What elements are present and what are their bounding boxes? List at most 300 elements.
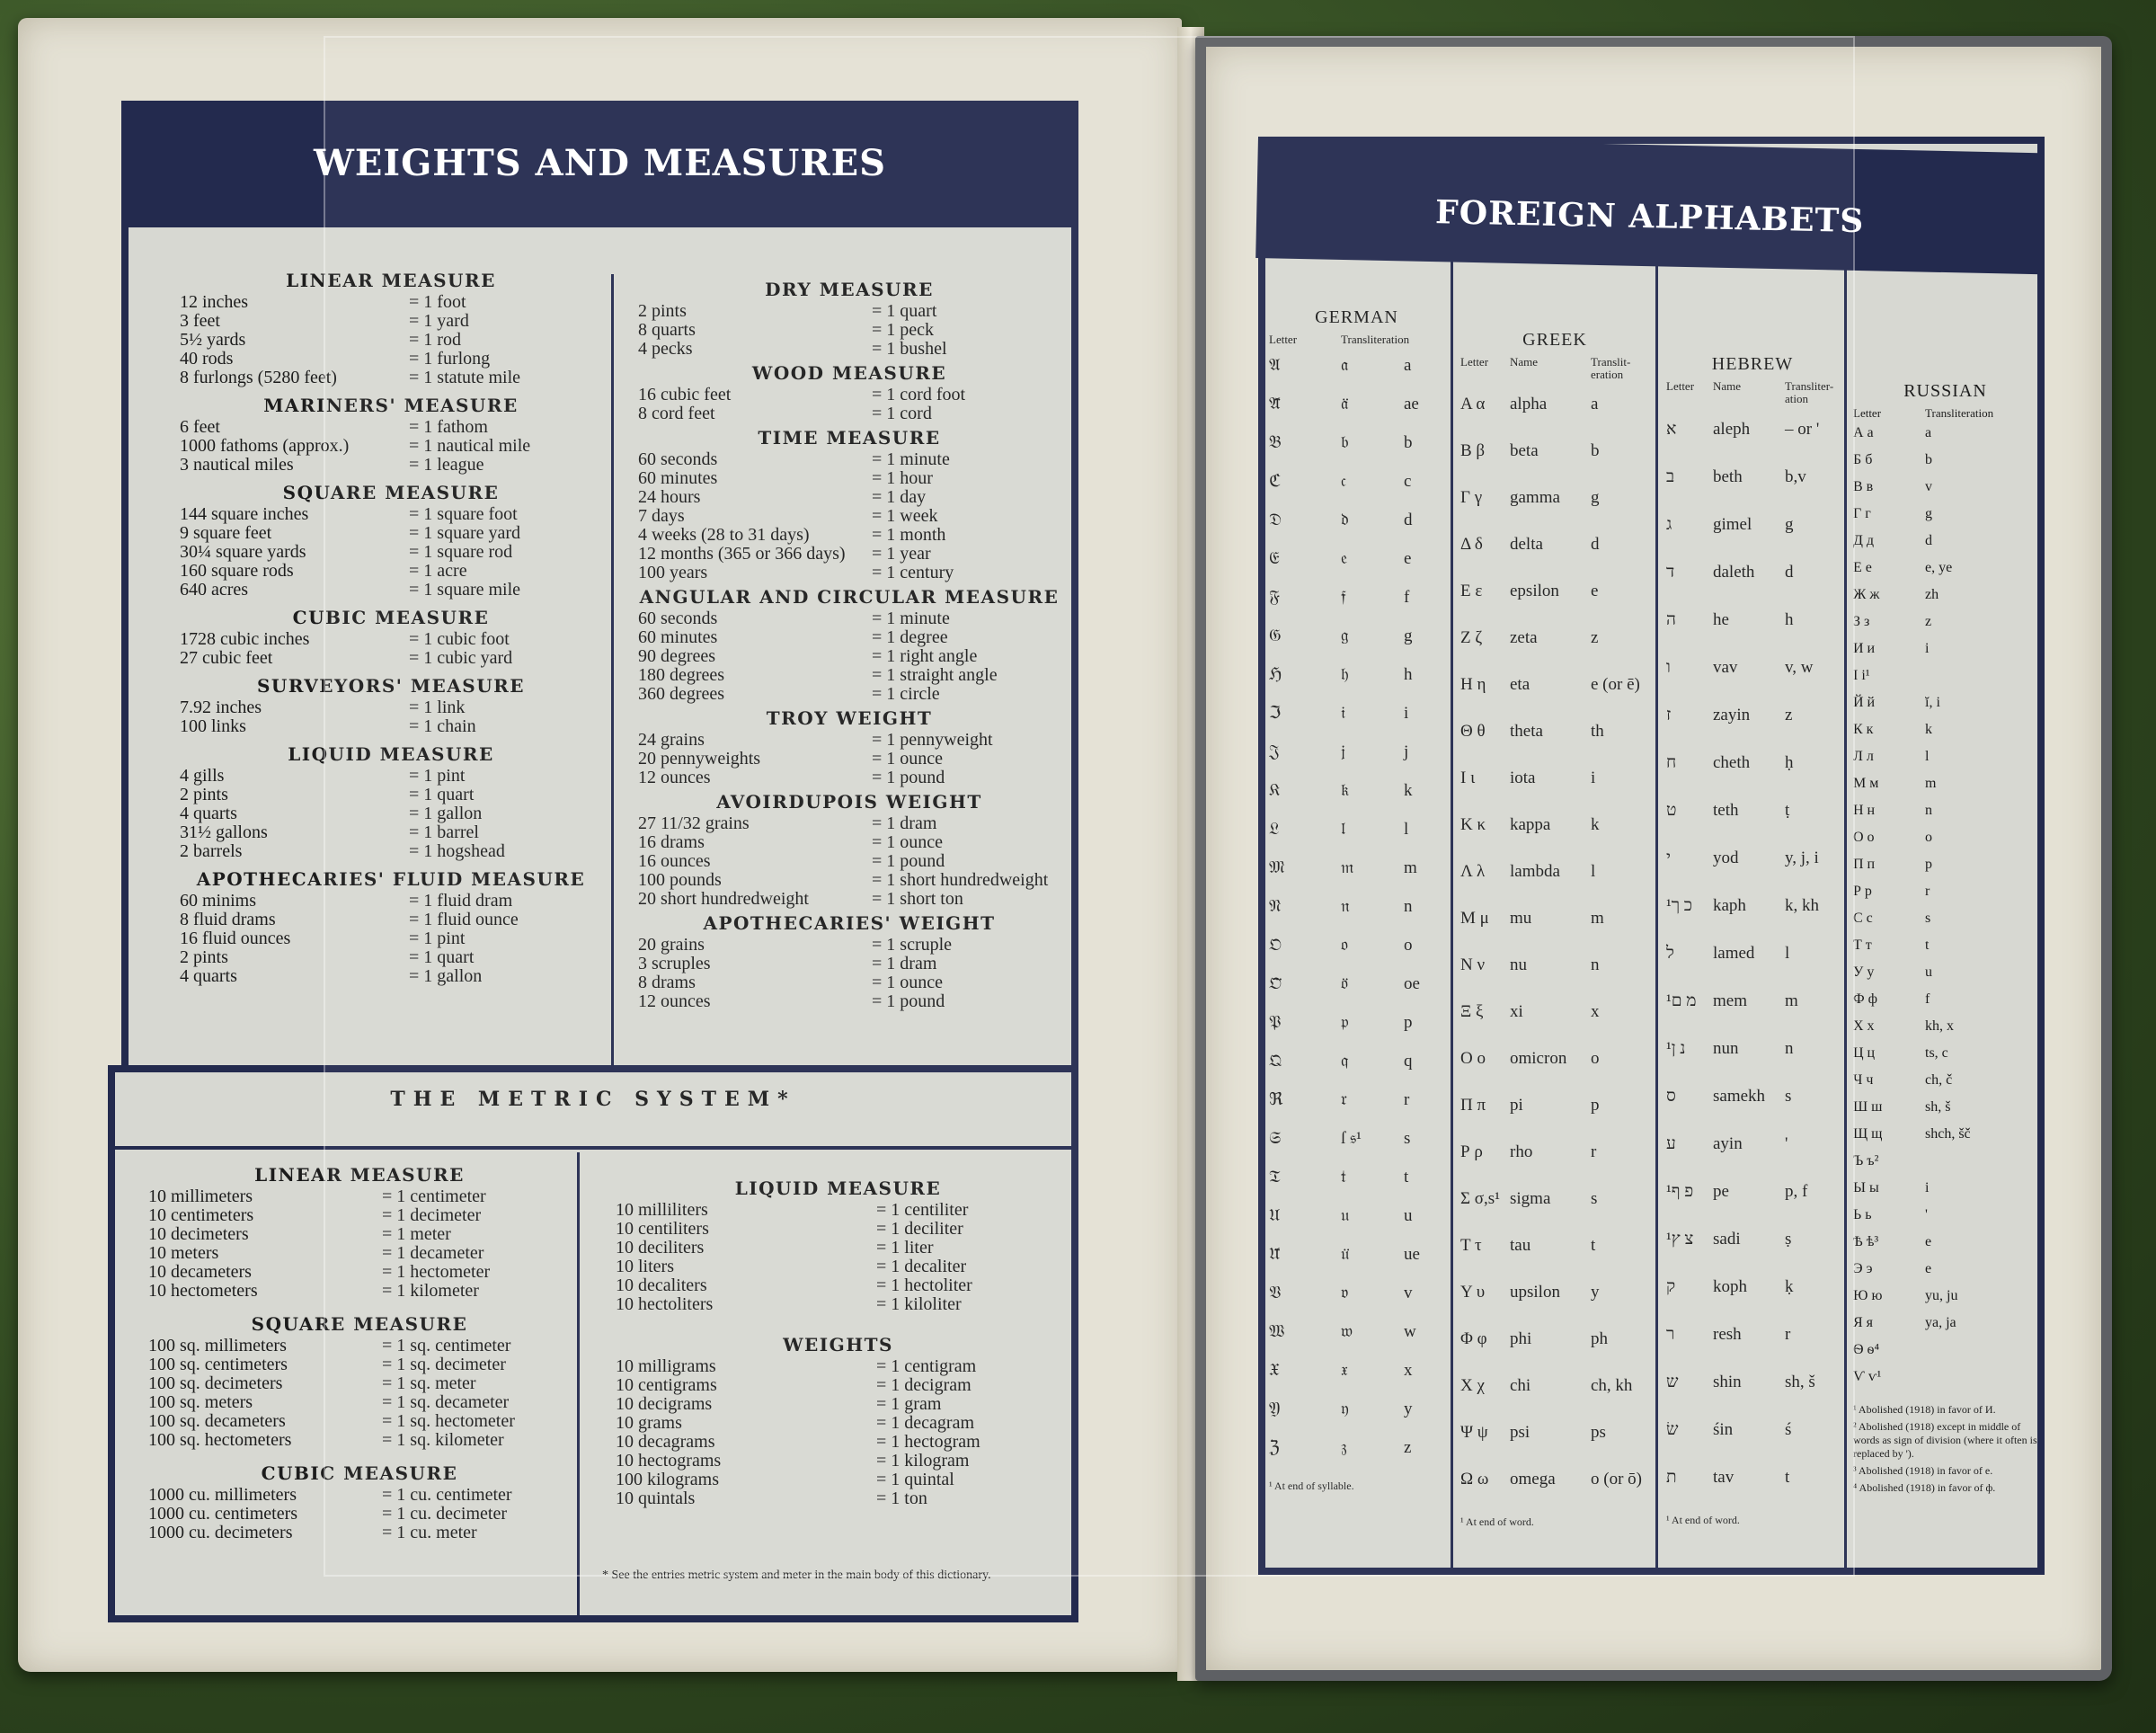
measure-equivalent: = 1 hectoliter	[876, 1275, 972, 1295]
transliteration: m	[1404, 858, 1417, 877]
hebrew-letter-row	[1666, 977, 1839, 1025]
measure-quantity: 16 fluid ounces	[180, 929, 291, 948]
name: m	[1925, 776, 1937, 791]
name: v	[1925, 479, 1932, 494]
measure-equivalent: = 1 decimeter	[382, 1205, 482, 1225]
section-heading: WOOD MEASURE	[751, 362, 947, 384]
letter: ℑ	[1269, 704, 1282, 723]
transliteration: b,v	[1785, 467, 1806, 486]
greek-letter-row	[1460, 1222, 1649, 1269]
measure-equivalent: = 1 month	[872, 525, 946, 545]
measure-equivalent: = 1 hogshead	[409, 841, 505, 861]
weights-left-column	[180, 270, 602, 993]
measure-row	[638, 386, 1060, 404]
measure-row	[180, 929, 602, 948]
transliteration: a	[1404, 355, 1412, 375]
measure-equivalent: = 1 sq. kilometer	[382, 1430, 504, 1450]
transliteration: ps	[1591, 1423, 1606, 1442]
letter: Ρ ρ	[1460, 1142, 1483, 1161]
name: chi	[1510, 1376, 1531, 1395]
measure-row	[180, 543, 602, 562]
measure-quantity: 6 feet	[180, 417, 220, 437]
weights-right-column	[638, 279, 1060, 1015]
name: 𝔪	[1341, 858, 1354, 877]
measure-quantity: 10 deciliters	[616, 1238, 705, 1258]
letter: ח	[1666, 752, 1677, 772]
hebrew-letter-row	[1666, 1453, 1839, 1501]
name: rho	[1510, 1142, 1533, 1161]
name: 𝔲	[1341, 1205, 1350, 1225]
measure-row	[638, 628, 1060, 647]
hebrew-letter-row	[1666, 1263, 1839, 1311]
russian-letter-row	[1853, 770, 2037, 797]
measure-equivalent: = 1 sq. meter	[382, 1373, 476, 1393]
measure-quantity: 100 sq. decimeters	[148, 1373, 283, 1393]
measure-row	[148, 1524, 571, 1542]
name: beth	[1713, 467, 1743, 486]
measure-equivalent: = 1 pound	[872, 768, 945, 787]
russian-letter-row	[1853, 501, 2037, 528]
name: zeta	[1510, 628, 1538, 647]
measure-equivalent: = 1 short hundredweight	[872, 870, 1049, 890]
letter: 𝔜	[1269, 1399, 1281, 1418]
letter: ב	[1666, 467, 1675, 486]
section-heading: TROY WEIGHT	[766, 707, 933, 729]
measure-quantity: 100 links	[180, 716, 246, 736]
measure-row	[148, 1355, 571, 1374]
name: 𝔠	[1341, 471, 1346, 491]
measure-quantity: 100 years	[638, 563, 708, 582]
measure-row	[638, 973, 1060, 992]
measure-section	[638, 279, 1060, 359]
russian-letter-row	[1853, 420, 2037, 447]
measure-row	[180, 786, 602, 804]
transliteration: h	[1404, 664, 1413, 684]
measure-equivalent: = 1 decigram	[876, 1375, 972, 1395]
name: 𝔣	[1341, 587, 1346, 607]
greek-letter-row	[1460, 475, 1649, 521]
measure-quantity: 12 ounces	[638, 991, 711, 1011]
letter: Υ υ	[1460, 1283, 1486, 1302]
measure-row	[148, 1505, 571, 1524]
letter: 𝔔	[1269, 1051, 1282, 1071]
letter: נ ן¹	[1666, 1038, 1686, 1058]
transliteration: d	[1785, 562, 1794, 582]
measure-equivalent: = 1 kilogram	[876, 1451, 970, 1471]
section-heading: AVOIRDUPOIS WEIGHT	[716, 791, 982, 813]
name: shch, šč	[1925, 1126, 1971, 1142]
column-header: Transliteration	[1925, 406, 1994, 420]
russian-letter-row	[1853, 555, 2037, 582]
measure-row	[638, 852, 1060, 871]
measure-quantity: 100 kilograms	[616, 1470, 719, 1489]
hebrew-letter-row	[1666, 1168, 1839, 1215]
measure-equivalent: = 1 straight angle	[872, 665, 998, 685]
name: yod	[1713, 848, 1739, 867]
measure-row	[638, 769, 1060, 787]
letter: Б б	[1853, 452, 1873, 467]
measure-equivalent: = 1 sq. decameter	[382, 1392, 510, 1412]
name: i	[1925, 641, 1930, 656]
letter: 𝔊	[1269, 626, 1282, 645]
letter: Ѵ ѵ¹	[1853, 1369, 1882, 1384]
measure-equivalent: = 1 kiloliter	[876, 1294, 962, 1314]
measure-row	[638, 340, 1060, 359]
transliteration: x	[1404, 1360, 1413, 1380]
measure-equivalent: = 1 quart	[409, 947, 475, 967]
transliteration: t	[1404, 1167, 1409, 1186]
name: aleph	[1713, 419, 1751, 439]
footnote: ¹ At end of word.	[1460, 1515, 1534, 1528]
transliteration: t	[1785, 1467, 1790, 1487]
russian-letter-row	[1853, 851, 2037, 878]
letter: Δ δ	[1460, 535, 1483, 554]
left-page	[18, 18, 1182, 1672]
measure-row	[638, 469, 1060, 488]
measure-row	[180, 804, 602, 823]
letter: ℨ	[1269, 1438, 1280, 1457]
measure-quantity: 4 weeks (28 to 31 days)	[638, 525, 810, 545]
russian-letter-row	[1853, 878, 2037, 905]
german-letter-row	[1269, 694, 1444, 733]
russian-letter-row	[1853, 959, 2037, 986]
letter: А а	[1853, 425, 1874, 440]
measure-section	[148, 1462, 571, 1542]
letter: С с	[1853, 911, 1873, 926]
letter: Т т	[1853, 938, 1872, 953]
measure-quantity: 1000 cu. centimeters	[148, 1504, 298, 1524]
hebrew-letter-row	[1666, 453, 1839, 501]
greek-letter-row	[1460, 755, 1649, 802]
greek-letter-row	[1460, 1456, 1649, 1503]
greek-letter-row	[1460, 1316, 1649, 1363]
name: mu	[1510, 909, 1532, 928]
measure-quantity: 2 pints	[180, 785, 228, 804]
measure-row	[616, 1258, 1060, 1276]
greek-letter-row	[1460, 521, 1649, 568]
measure-row	[180, 581, 602, 600]
measure-equivalent: = 1 barrel	[409, 822, 479, 842]
measure-quantity: 4 quarts	[180, 966, 237, 986]
metric-divider	[577, 1152, 580, 1615]
measure-quantity: 4 gills	[180, 766, 225, 786]
german-letter-row	[1269, 849, 1444, 887]
letter: Ξ ξ	[1460, 1002, 1484, 1021]
name: upsilon	[1510, 1283, 1560, 1302]
measure-quantity: 10 liters	[616, 1257, 674, 1276]
measure-row	[638, 731, 1060, 750]
hebrew-letter-row	[1666, 882, 1839, 929]
german-letter-row	[1269, 539, 1444, 578]
letter: Ι ι	[1460, 769, 1476, 787]
russian-column	[1853, 381, 2037, 1498]
transliteration: i	[1404, 703, 1409, 723]
letter: 𝔄̈	[1269, 394, 1281, 413]
measure-equivalent: = 1 dram	[872, 813, 937, 833]
hebrew-letter-row	[1666, 787, 1839, 834]
measure-quantity: 100 sq. centimeters	[148, 1355, 288, 1374]
letter: 𝔘̈	[1269, 1244, 1281, 1264]
metric-title: THE METRIC SYSTEM*	[390, 1088, 796, 1111]
name: shin	[1713, 1372, 1742, 1391]
german-letter-row	[1269, 1080, 1444, 1119]
measure-equivalent: = 1 century	[872, 563, 954, 582]
measure-equivalent: = 1 ton	[876, 1489, 927, 1508]
measure-row	[638, 526, 1060, 545]
name: yu, ju	[1925, 1288, 1958, 1303]
letter: ד	[1666, 562, 1675, 582]
measure-equivalent: = 1 foot	[409, 292, 466, 312]
transliteration: th	[1591, 722, 1604, 741]
german-column-headers	[1269, 333, 1444, 346]
letter: 𝔑	[1269, 896, 1282, 916]
column-header: Letter	[1269, 333, 1298, 346]
letter: ר	[1666, 1324, 1675, 1344]
section-heading: TIME MEASURE	[758, 427, 941, 449]
name: g	[1925, 506, 1932, 521]
name: zh	[1925, 587, 1939, 602]
name: epsilon	[1510, 582, 1559, 600]
name: samekh	[1713, 1086, 1766, 1106]
measure-equivalent: = 1 decaliter	[876, 1257, 967, 1276]
greek-footnotes	[1460, 1515, 1649, 1529]
measure-quantity: 60 seconds	[638, 609, 718, 628]
greek-letter-row	[1460, 1363, 1649, 1409]
measure-row	[180, 911, 602, 929]
german-letter-row	[1269, 1158, 1444, 1196]
measure-quantity: 60 minims	[180, 891, 257, 911]
name: gamma	[1510, 488, 1560, 507]
measure-equivalent: = 1 gallon	[409, 966, 483, 986]
transliteration: m	[1785, 991, 1798, 1010]
name: pi	[1510, 1096, 1523, 1115]
letter: Ш ш	[1853, 1099, 1883, 1115]
greek-letter-row	[1460, 662, 1649, 708]
transliteration: s	[1591, 1189, 1598, 1208]
measure-quantity: 9 square feet	[180, 523, 272, 543]
russian-letter-row	[1853, 743, 2037, 770]
weights-banner	[121, 101, 1078, 231]
greek-column-headers	[1460, 356, 1649, 381]
measure-section	[180, 482, 602, 600]
greek-letter-row	[1460, 615, 1649, 662]
measure-quantity: 16 ounces	[638, 851, 711, 871]
greek-letter-row	[1460, 428, 1649, 475]
letter: Щ щ	[1853, 1126, 1883, 1142]
german-letter-row	[1269, 926, 1444, 964]
name: lambda	[1510, 862, 1560, 881]
transliteration: o	[1591, 1049, 1600, 1068]
transliteration: ue	[1404, 1244, 1420, 1264]
greek-letter-row	[1460, 1176, 1649, 1222]
measure-section	[180, 395, 602, 475]
measure-row	[616, 1295, 1060, 1314]
transliteration: p, f	[1785, 1181, 1808, 1201]
name: b	[1925, 452, 1932, 467]
metric-header-rule	[115, 1146, 1071, 1150]
letter: כ ך¹	[1666, 895, 1693, 915]
letter: Γ γ	[1460, 488, 1483, 507]
russian-letter-row	[1853, 609, 2037, 635]
measure-equivalent: = 1 rod	[409, 330, 461, 350]
transliteration: r	[1591, 1142, 1597, 1161]
russian-letter-row	[1853, 1013, 2037, 1040]
measure-equivalent: = 1 hectometer	[382, 1262, 491, 1282]
hebrew-letter-row	[1666, 1215, 1839, 1263]
measure-equivalent: = 1 quintal	[876, 1470, 954, 1489]
measure-equivalent: = 1 cu. meter	[382, 1523, 477, 1542]
letter: Ν ν	[1460, 955, 1486, 974]
letter: 𝔏	[1269, 819, 1280, 839]
name: lamed	[1713, 943, 1755, 963]
transliteration: b	[1404, 432, 1413, 452]
russian-letter-row	[1853, 1283, 2037, 1310]
measure-row	[148, 1393, 571, 1412]
measure-quantity: 1000 cu. decimeters	[148, 1523, 293, 1542]
name: omicron	[1510, 1049, 1567, 1068]
measure-quantity: 100 pounds	[638, 870, 722, 890]
measure-section	[638, 791, 1060, 909]
letter: Д д	[1853, 533, 1875, 548]
measure-quantity: 160 square rods	[180, 561, 294, 581]
measure-row	[638, 814, 1060, 833]
measure-equivalent: = 1 ounce	[872, 973, 944, 992]
hebrew-letter-row	[1666, 1311, 1839, 1358]
letter: Ψ ψ	[1460, 1423, 1488, 1442]
section-heading: LINEAR MEASURE	[254, 1164, 465, 1186]
transliteration: sh, š	[1785, 1372, 1815, 1391]
name: vav	[1713, 657, 1738, 677]
letter: Σ σ,s¹	[1460, 1189, 1500, 1208]
russian-letter-row	[1853, 1310, 2037, 1337]
measure-row	[638, 564, 1060, 582]
letter: Ь ь	[1853, 1207, 1872, 1222]
russian-letter-row	[1853, 1364, 2037, 1391]
measure-equivalent: = 1 kilometer	[382, 1281, 479, 1301]
name: delta	[1510, 535, 1543, 554]
section-heading: CUBIC MEASURE	[261, 1462, 458, 1484]
transliteration: b	[1591, 441, 1600, 460]
measure-equivalent: = 1 sq. centimeter	[382, 1336, 511, 1355]
german-column	[1269, 307, 1444, 1493]
measure-equivalent: = 1 yard	[409, 311, 469, 331]
measure-section	[148, 1313, 571, 1450]
letter: 𝔙	[1269, 1283, 1282, 1302]
measure-row	[148, 1225, 571, 1244]
measure-equivalent: = 1 fathom	[409, 417, 488, 437]
greek-letter-row	[1460, 1082, 1649, 1129]
measure-row	[616, 1433, 1060, 1452]
transliteration: a	[1591, 395, 1599, 413]
russian-column-headers	[1853, 407, 2037, 420]
greek-heading: GREEK	[1522, 330, 1587, 350]
measure-row	[180, 456, 602, 475]
measure-equivalent: = 1 right angle	[872, 646, 978, 666]
letter: Н н	[1853, 803, 1876, 818]
column-header: Translit-eration	[1591, 355, 1631, 381]
measure-equivalent: = 1 week	[872, 506, 938, 526]
measure-row	[638, 321, 1060, 340]
metric-footnote: * See the entries metric system and meter in the main body of this dictionary.	[602, 1569, 991, 1582]
measure-row	[616, 1220, 1060, 1239]
measure-row	[638, 507, 1060, 526]
measure-row	[638, 545, 1060, 564]
transliteration: l	[1404, 819, 1409, 839]
measure-quantity: 3 feet	[180, 311, 220, 331]
name: ĭ, i	[1925, 695, 1940, 710]
letter: Л л	[1853, 749, 1874, 764]
name: beta	[1510, 441, 1539, 460]
measure-equivalent: = 1 nautical mile	[409, 436, 531, 456]
measure-equivalent: = 1 decagram	[876, 1413, 975, 1433]
russian-letter-row	[1853, 1202, 2037, 1229]
hebrew-footnotes	[1666, 1514, 1839, 1527]
letter: 𝔘	[1269, 1205, 1281, 1225]
measure-row	[638, 871, 1060, 890]
letter: 𝔖	[1269, 1128, 1282, 1148]
transliteration: u	[1404, 1205, 1413, 1225]
russian-letter-row	[1853, 689, 2037, 716]
russian-letter-row	[1853, 1121, 2037, 1148]
measure-quantity: 10 decameters	[148, 1262, 252, 1282]
name: 𝔵	[1341, 1360, 1348, 1380]
name: ts, c	[1925, 1045, 1948, 1061]
measure-quantity: 10 centiliters	[616, 1219, 709, 1239]
right-page	[1195, 36, 2112, 1681]
letter: פ ף¹	[1666, 1181, 1694, 1201]
measure-equivalent: = 1 circle	[872, 684, 940, 704]
measure-section	[180, 607, 602, 668]
name: 𝔨	[1341, 780, 1349, 800]
transliteration: oe	[1404, 973, 1420, 993]
measure-row	[180, 892, 602, 911]
measure-equivalent: = 1 dram	[872, 954, 937, 973]
letter: Ѣ ѣ³	[1853, 1234, 1879, 1249]
measure-section	[180, 675, 602, 736]
measure-section	[180, 868, 602, 986]
german-letter-row	[1269, 887, 1444, 926]
measure-quantity: 100 sq. millimeters	[148, 1336, 287, 1355]
measure-row	[148, 1263, 571, 1282]
letter: Э э	[1853, 1261, 1873, 1276]
german-letter-row	[1269, 1003, 1444, 1042]
measure-section	[148, 1164, 571, 1301]
name: 𝔞	[1341, 355, 1349, 375]
name: z	[1925, 614, 1932, 629]
measure-equivalent: = 1 peck	[872, 320, 935, 340]
section-heading: SQUARE MEASURE	[282, 482, 500, 503]
transliteration: g	[1404, 626, 1413, 645]
letter: 𝔗	[1269, 1167, 1281, 1186]
greek-letter-row	[1460, 1129, 1649, 1176]
measure-row	[180, 524, 602, 543]
measure-equivalent: = 1 short ton	[872, 889, 963, 909]
letter: מ ם¹	[1666, 991, 1697, 1010]
greek-letter-row	[1460, 942, 1649, 989]
measure-row	[616, 1452, 1060, 1471]
column-header: Name	[1510, 355, 1539, 369]
measure-section	[616, 1334, 1060, 1508]
measure-section	[638, 427, 1060, 582]
measure-row	[638, 890, 1060, 909]
name: 𝔬	[1341, 935, 1348, 955]
name: n	[1925, 803, 1932, 818]
letter: ה	[1666, 609, 1676, 629]
transliteration: e (or ē)	[1591, 675, 1640, 694]
measure-row	[638, 666, 1060, 685]
transliteration: ae	[1404, 394, 1419, 413]
transliteration: ph	[1591, 1329, 1608, 1348]
